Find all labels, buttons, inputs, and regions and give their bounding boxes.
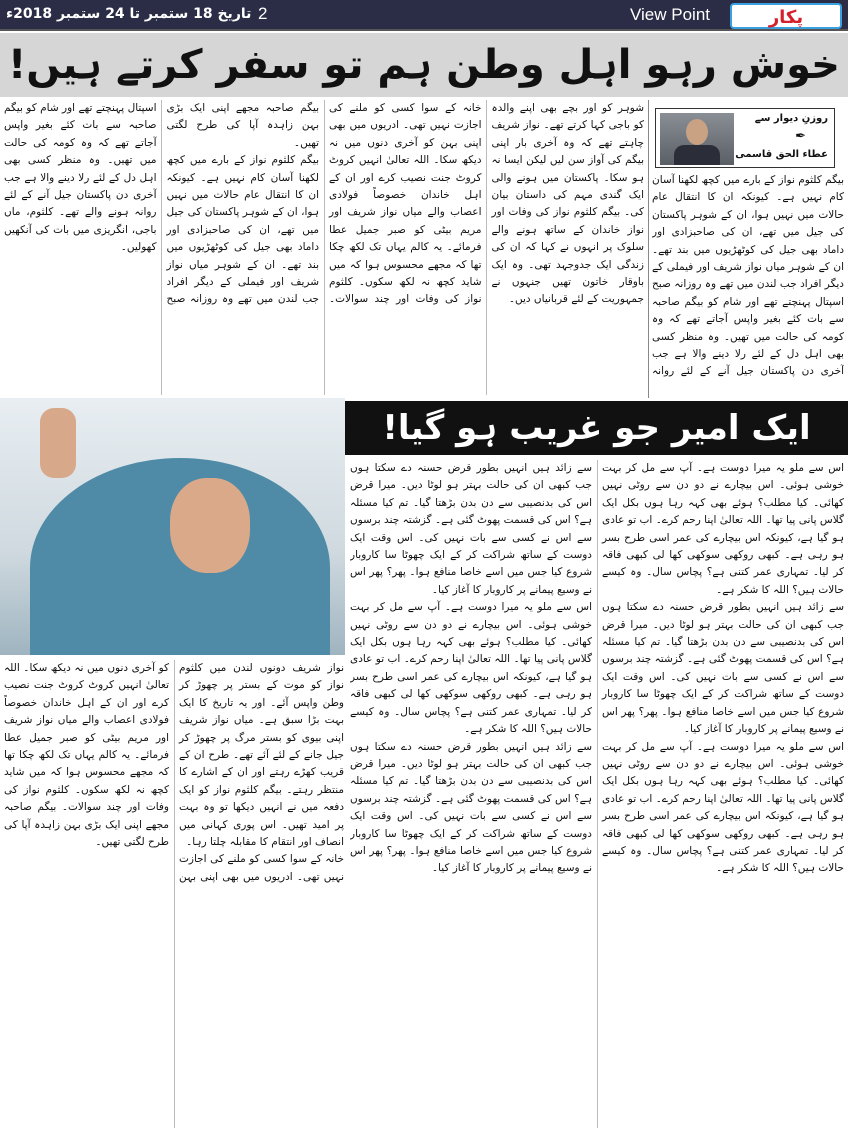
column-name: روزنِ دیوار سے (754, 113, 828, 124)
article1-paragraph: بیگم کلثوم نواز کے بارے میں کچھ لکھنا آسان کام نہیں ہے۔ کیونکہ ان کا انتقال عام حالات میں نہیں ہوا، ان کے شوہر پاکستان کی جیل میں تھے، ان کی صاحبزادی اور داماد بھی جیل کی کوٹھڑیوں میں بند تھے۔ ان کے شوہر میاں نواز شریف اور فیملی کے دیگر افراد جب لندن میں تھے وہ روزانہ صبح اسپتال پہنچتے تھے اور شام کو بیگم صاحبہ سے بات کئے بغیر واپس آجاتے تھے کہ وہ کومہ کی حالت میں تھیں۔ وہ منظر کسی بھی اہل دل کے لئے رلا دینے والا ہے جب آخری دن پاکستان جیل آنے کے لئے روانہ ہونے والے تھے۔ کلثوم، ماں باجی، انگریزی میں بات کی آنکھیں کھولیں۔ (4, 102, 319, 306)
article2-paragraph: سے زائد ہیں انہیں بطور قرض حسنہ دے سکتا ہوں جب کبھی ان کی حالت بہتر ہو لوٹا دیں۔ میرا قرض اس کی بدنصیبی سے دن بدن بڑھتا گیا۔ تم کیا مسئلہ ہے؟ اس کی قسمت پھوٹ گئی ہے۔ گزشتہ چند برسوں سے اس نے کسی سے بات نہیں کی۔ اس وقت ایک دوست کے ساتھ شراکت کر کے ایک چھوٹا سا کاروبار شروع کیا جس میں اسے خاصا منافع ہوا۔ پھر؟ پھر اس نے وسیع پیمانے پر کاروبار کا آغاز کیا۔ (602, 601, 844, 736)
issue-date: تاریخ 18 ستمبر تا 24 ستمبر 2018ء (6, 6, 252, 22)
pen-icon: ✒ (795, 129, 806, 144)
article-paragraph: نواز شریف دونوں لندن میں کلثوم نواز کو موت کے بستر پر چھوڑ کر وطن واپس آئے۔ اور یہ تاریخ کا ایک بہت بڑا سبق ہے۔ میاں نواز شریف اپنی بیوی کو بستر مرگ پر چھوڑ کر جیل جانے کے لئے آئے تھے۔ طرح ان کے قریب کھڑے رہتے اور ان کے اشارے کا منتظر رہتے۔ بیگم کلثوم نواز کو ایک دفعہ میں نے انہیں دیکھا تو وہ بہت پر امید تھیں۔ اس پوری کہانی میں انصاف اور انتقام کا مقابلہ چلتا رہا۔ (179, 662, 344, 849)
author-photo (660, 113, 734, 165)
article2-paragraph: سے زائد ہیں انہیں بطور قرض حسنہ دے سکتا ہوں جب کبھی ان کی حالت بہتر ہو لوٹا دیں۔ میرا قرض اس کی بدنصیبی سے دن بدن بڑھتا گیا۔ تم کیا مسئلہ ہے؟ اس کی قسمت پھوٹ گئی ہے۔ گزشتہ چند برسوں سے اس نے کسی سے بات نہیں کی۔ اس وقت ایک دوست کے ساتھ شراکت کر کے ایک چھوٹا سا کاروبار شروع کیا جس میں اسے خاصا منافع ہوا۔ پھر؟ پھر اس نے وسیع پیمانے پر کاروبار کا آغاز کیا۔ (350, 740, 592, 875)
article2-paragraph: سے زائد ہیں انہیں بطور قرض حسنہ دے سکتا ہوں جب کبھی ان کی حالت بہتر ہو لوٹا دیں۔ میرا قرض اس کی بدنصیبی سے دن بدن بڑھتا گیا۔ تم کیا مسئلہ ہے؟ اس کی قسمت پھوٹ گئی ہے۔ گزشتہ چند برسوں سے اس نے کسی سے بات نہیں کی۔ اس وقت ایک دوست کے ساتھ شراکت کر کے ایک چھوٹا سا کاروبار شروع کیا جس میں اسے خاصا منافع ہوا۔ پھر؟ پھر اس نے وسیع پیمانے پر کاروبار کا آغاز کیا۔ (350, 462, 592, 596)
article1-lead-paragraph: بیگم کلثوم نواز کے بارے میں کچھ لکھنا آسان کام نہیں ہے۔ کیونکہ ان کا انتقال عام حالات میں نہیں ہوا، ان کے شوہر پاکستان کی جیل میں تھے، ان کی صاحبزادی اور داماد بھی جیل کی کوٹھڑیوں میں بند تھے۔ ان کے شوہر میاں نواز شریف اور فیملی کے دیگر افراد جب لندن میں تھے وہ روزانہ صبح اسپتال پہنچتے تھے اور شام کو بیگم صاحبہ سے بات کئے بغیر واپس آجاتے تھے کہ وہ کومہ کی حالت میں تھیں۔ وہ منظر کسی بھی اہل دل کے لئے رلا دینے والا ہے جب آخری دن پاکستان جیل آنے کے لئے روانہ (652, 174, 844, 378)
article1-continued (4, 660, 344, 1128)
main-headline: خوش رہو اہل وطن ہم تو سفر کرتے ہیں! (0, 33, 848, 97)
article1-lead (652, 172, 844, 396)
article2-paragraph: اس سے ملو یہ میرا دوست ہے۔ آپ سے مل کر بہت خوشی ہوئی۔ اس بیچارے نے دو دن سے روٹی نہیں کھائی۔ کیا مطلب؟ ہوئے بھی کہہ رہا ہوں بکل ایک گلاس پانی پیا تھا۔ اللہ تعالیٰ اپنا رحم کرے۔ اب تو عادی ہو گیا ہے، کیونکہ اس بیچارے کی عمر اسی طرح بسر ہو رہی ہے۔ کبھی روکھی سوکھی کھا لی کبھی فاقہ کر لیا۔ تمہاری عمر کتنی ہے؟ پچاس سال۔ وہ کیسے حالات ہیں؟ اللہ کا شکر ہے۔ (350, 601, 592, 736)
section-title: View Point (630, 5, 711, 24)
masthead-bar (0, 0, 848, 31)
article-paragraph: خانہ کے سوا کسی کو ملنے کی اجازت نہیں تھی۔ ادریوں میں بھی اپنی بہن کو آخری دنوں میں نہ دیکھ سکا۔ اللہ تعالیٰ انہیں کروٹ کروٹ جنت نصیب کرے اور ان کے اہل خاندان خصوصاً فولادی اعصاب والے میاں نواز شریف اور مریم بیٹی کو صبر جمیل عطا فرمائے۔ یہ کالم یہاں تک لکھ چکا تھا کہ مجھے محسوس ہوا کہ میں شاید کچھ نہ لکھ سکوں۔ کلثوم نواز کی وفات اور چند سوالات۔ بیگم صاحبہ مجھے اپنی ایک بڑی بہن زاہدہ آپا کی طرح لگتی تھیں۔ (4, 662, 344, 883)
article1-paragraph: شوہر کو اور بچے بھی اپنے والدہ کو باجی کہا کرتے تھے۔ نواز شریف چاہتے تھے کہ وہ آخری بار اپنی بیگم کی آواز سن لیں لیکن ایسا نہ ہو سکا۔ پاکستان میں ہونے والی ایک گندی مہم کی داستان بیان کی۔ بیگم کلثوم نواز کی وفات اور نواز خاندان کے ساتھ ہونے والے سلوک پر انہوں نے کہا کہ ان کی زندگی ایک جدوجہد تھی۔ وہ ایک باوقار خاتون تھیں جنہوں نے جمہوریت کے لئے قربانیاں دیں۔ (491, 102, 644, 306)
author-name: عطاء الحق قاسمی (735, 149, 828, 160)
article1-paragraph: خانہ کے سوا کسی کو ملنے کی اجازت نہیں تھی۔ ادریوں میں بھی اپنی بہن کو آخری دنوں میں نہ دیکھ سکا۔ اللہ تعالیٰ انہیں کروٹ کروٹ جنت نصیب کرے اور ان کے اہل خاندان خصوصاً فولادی اعصاب والے میاں نواز شریف اور مریم بیٹی کو صبر جمیل عطا فرمائے۔ یہ کالم یہاں تک لکھ چکا تھا کہ مجھے محسوس ہوا کہ میں شاید کچھ نہ لکھ سکوں۔ کلثوم نواز کی وفات اور چند سوالات۔ بیگم صاحبہ مجھے اپنی ایک بڑی بہن زاہدہ آپا کی طرح لگتی تھیں۔ (166, 102, 482, 306)
article-photo (0, 398, 345, 655)
article1-columns (4, 100, 644, 395)
page-number: 2 (258, 4, 268, 23)
newspaper-logo: پکار (730, 3, 842, 29)
article2-paragraph: اس سے ملو یہ میرا دوست ہے۔ آپ سے مل کر بہت خوشی ہوئی۔ اس بیچارے نے دو دن سے روٹی نہیں کھائی۔ کیا مطلب؟ ہوئے بھی کہہ رہا ہوں بکل ایک گلاس پانی پیا تھا۔ اللہ تعالیٰ اپنا رحم کرے۔ اب تو عادی ہو گیا ہے، کیونکہ اس بیچارے کی عمر اسی طرح بسر ہو رہی ہے۔ کبھی روکھی سوکھی کھا لی کبھی فاقہ کر لیا۔ تمہاری عمر کتنی ہے؟ پچاس سال۔ وہ کیسے حالات ہیں؟ اللہ کا شکر ہے۔ (602, 462, 844, 596)
article2-paragraph: اس سے ملو یہ میرا دوست ہے۔ آپ سے مل کر بہت خوشی ہوئی۔ اس بیچارے نے دو دن سے روٹی نہیں کھائی۔ کیا مطلب؟ ہوئے بھی کہہ رہا ہوں بکل ایک گلاس پانی پیا تھا۔ اللہ تعالیٰ اپنا رحم کرے۔ اب تو عادی ہو گیا ہے، کیونکہ اس بیچارے کی عمر اسی طرح بسر ہو رہی ہے۔ کبھی روکھی سوکھی کھا لی کبھی فاقہ کر لیا۔ تمہاری عمر کتنی ہے؟ پچاس سال۔ وہ کیسے حالات ہیں؟ اللہ کا شکر ہے۔ (602, 740, 844, 875)
column-divider (648, 100, 649, 398)
columnist-box (655, 108, 835, 168)
article2-columns (350, 460, 844, 1128)
second-headline: ایک امیر جو غریب ہو گیا! (345, 401, 848, 455)
